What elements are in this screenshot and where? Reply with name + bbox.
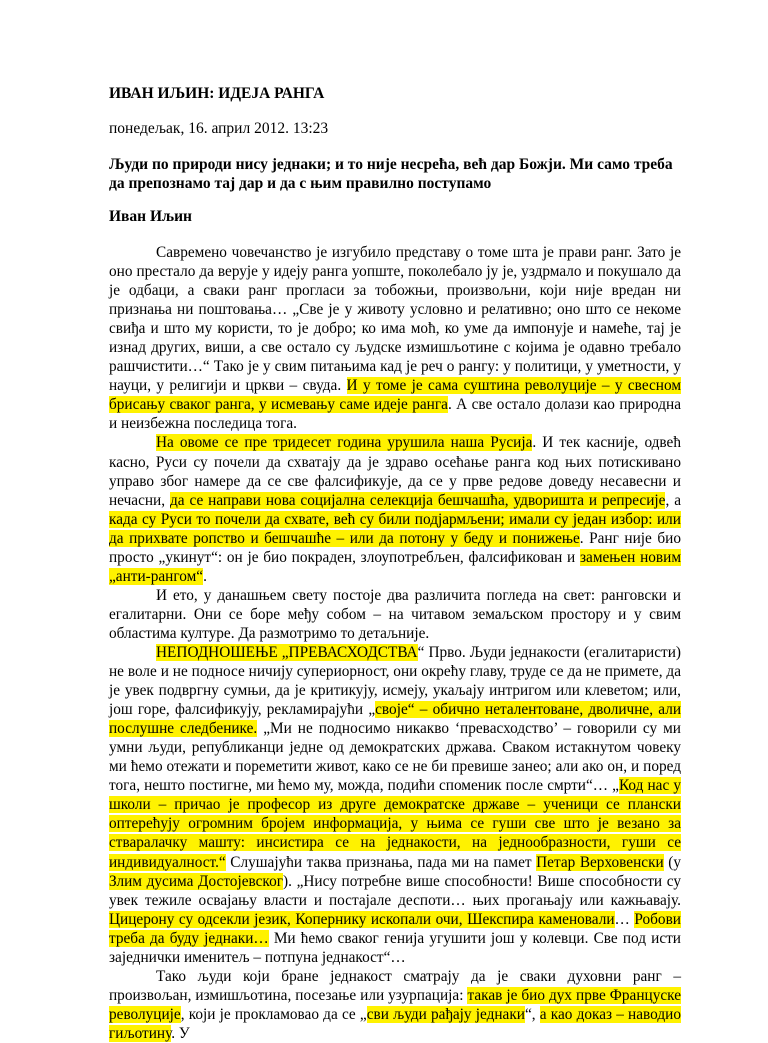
text-run: „Ми не подносимо никакво ‘превасходство’ – говорили су ми умни људи, републиканци једне од демократских држава. Сваком истакнутом човеку ми ћемо отежати и пореметити живот, како се не би превише занео; али ако он, и поред тога, нешто постигне, ми ћемо му, можда, подићи споменик после смрти“… „ [109, 720, 681, 795]
text-run: . У [171, 1024, 190, 1042]
text-run: “ Прво. Људи једнакости (егалитаристи) не воле и не подносе ничију супериорност, они окрећу главу, труде се да не примете, да је увек подвргну сумњи, да је критикују, исмеју, укаљају интригом или клеветом; или, још горе, фалсификују, рекламирајући „ [109, 643, 681, 719]
highlighted-text: Робови треба да буду једнаки… [109, 910, 681, 947]
article-author: Иван Иљин [109, 208, 192, 225]
text-run: . А све остало долази као природна и неизбежна последица тога. [109, 396, 681, 433]
article-subtitle: Људи по природи нису једнаки; и то није несрећа, већ дар Божји. Ми само треба да препознамо тај дар и да с њим правилно поступамо [109, 156, 673, 192]
text-run: Тако људи који бране једнакост сматрају да је сваки духовни ранг – произвољан, измишљотина, посезање или узурпација: [109, 967, 681, 1004]
paragraph [109, 243, 681, 433]
article-date: понедељак, 16. април 2012. 13:23 [109, 120, 329, 137]
highlighted-text: да се направи нова социјална селекција бешчашћа, удворишта и репресије [169, 491, 666, 509]
paragraph [109, 433, 681, 585]
highlighted-text: И у томе је сама суштина револуције – у свесном брисању сваког ранга, у исмевању саме идеје ранга [109, 377, 681, 414]
text-run: (у [663, 853, 681, 871]
highlighted-text: Петар Верховенски [536, 853, 664, 871]
text-run: Ми ћемо сваког генија угушити још у колевци. Све под исти заједнички именитељ – потпуна једнакост“… [109, 929, 681, 966]
text-run: Савремено човечанство је изгубило представу о томе шта је прави ранг. Зато је оно престало да верује у идеју ранга уопште, поколебало ју је, уздрмало и покушало да је одбаци, а сваки ранг прогласи за тобожњи, произвољни, који није вредан ни признања ни поштовања… „Све је у животу условно и релативно; оно што се некоме свиђа и што му користи, то је добро; ко има моћ, ко уме да импонује и намеће, тај је изнад других, виши, а све остало су људске измишљотине с којима је одавно требало рашчистити…“ Тако је у свим питањима кад је реч о рангу: у политици, у уметности, у науци, у религији и цркви – свуда. [109, 244, 681, 395]
highlighted-text: Цицерону су одсекли језик, Копернику ископали очи, Шекспира каменовали [109, 910, 615, 928]
highlighted-text: Код нас у школи – причао је професор из друге демократске државе – ученици се плански оптерећују огромним бројем информација, у њима се гуши све што је везано за стваралачку машту: инсистира се на једнакости, на једнообразности, гуши се индивидуалност.“ [109, 777, 681, 871]
text-run: … [614, 910, 635, 928]
paragraph [109, 643, 681, 967]
text-run: . Ранг није био просто „укинут“: он је био покраден, злоупотребљен, фалсификован и [109, 529, 681, 566]
highlighted-text: када су Руси то почели да схвате, већ су били подјармљени; имали су један избор: или да прихвате ропство и бешчашће – или да потону у беду и понижење [109, 510, 681, 547]
highlighted-text: а као доказ – наводио гиљотину [109, 1005, 681, 1042]
text-run: Слушајући таква признања, пада ми на памет [225, 853, 537, 871]
text-run: , који је прокламовао да се „ [180, 1005, 367, 1023]
text-run: И ето, у данашњем свету постоје два различита погледа на свет: ранговски и егалитарни. Они се боре међу собом – на читавом земаљском простору и у свим областима културе. Да размотримо то детаљније. [109, 586, 681, 642]
text-run: ). „Нису потребне више способности! Више способности су увек тежиле освајању власти и постајале деспоти… њих прогањају или кажњавају. [109, 872, 681, 909]
text-run: “, [524, 1005, 540, 1023]
paragraph [109, 586, 681, 643]
text-run: . И тек касније, одвећ касно, Руси су почели да схватају да је здраво осећање ранга код њих потискивано управо због намере да се све фалсификује, да се у прве редове доведу несавесни и нечасни, [109, 434, 682, 509]
article-title: ИВАН ИЉИН: ИДЕЈА РАНГА [109, 85, 325, 102]
highlighted-text: замењен новим „анти-рангом“ [109, 548, 681, 585]
highlighted-text: Злим дусима Достојевског [109, 872, 283, 890]
highlighted-text: На овоме се пре тридесет година урушила наша Русија [156, 434, 533, 452]
highlighted-text: такав је био дух прве Француске револуције [109, 986, 681, 1023]
paragraph [109, 967, 681, 1043]
highlighted-text: НЕПОДНОШЕЊЕ „ПРЕВАСХОДСТВА [156, 643, 418, 661]
highlighted-text: своје“ – обично неталентоване, дволичне, али послушне следбенике. [109, 701, 682, 738]
text-run: . [203, 567, 207, 585]
highlighted-text: сви људи рађају једнаки [366, 1005, 525, 1023]
article-body [109, 243, 681, 1043]
text-run: , а [665, 491, 681, 509]
